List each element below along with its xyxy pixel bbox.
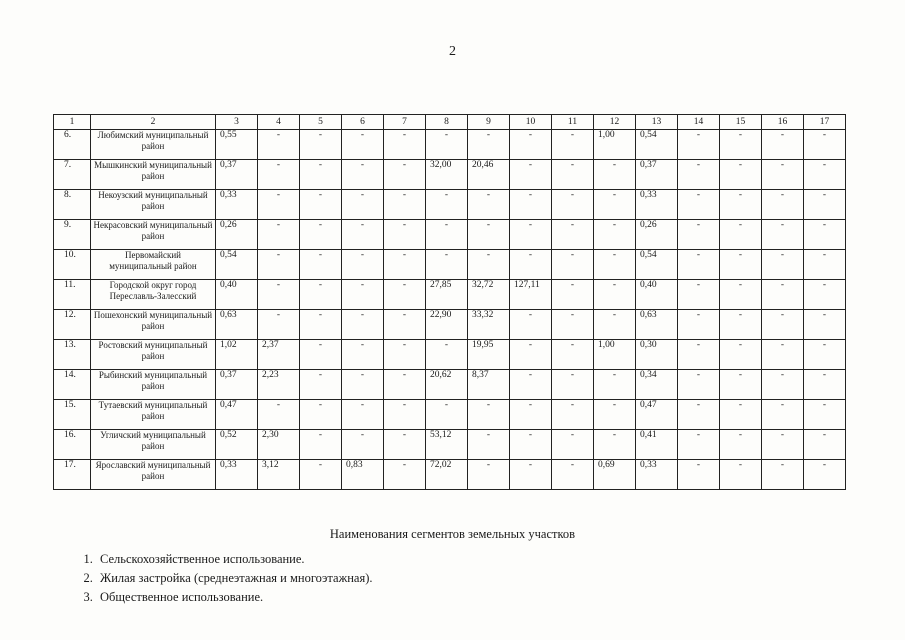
table-cell: - (552, 280, 594, 310)
table-cell: - (720, 400, 762, 430)
table-cell: - (720, 460, 762, 490)
table-cell: - (762, 310, 804, 340)
table-cell: - (258, 190, 300, 220)
table-cell: - (258, 280, 300, 310)
table-cell: - (594, 430, 636, 460)
column-header: 8 (426, 115, 468, 130)
district-name: Любимский муниципальный район (91, 130, 216, 160)
column-header: 6 (342, 115, 384, 130)
row-number: 9. (54, 220, 91, 250)
table-cell: 0,55 (216, 130, 258, 160)
table-cell: - (804, 250, 846, 280)
table-cell: 0,33 (216, 460, 258, 490)
table-cell: - (678, 190, 720, 220)
table-cell: - (804, 340, 846, 370)
table-cell: - (804, 310, 846, 340)
table-cell: 1,00 (594, 130, 636, 160)
table-cell: 0,33 (636, 460, 678, 490)
table-cell: 0,52 (216, 430, 258, 460)
table-cell: - (678, 160, 720, 190)
table-cell: 0,69 (594, 460, 636, 490)
segments-table (53, 114, 846, 490)
table-cell: - (342, 160, 384, 190)
table-cell: - (720, 430, 762, 460)
table-cell: - (762, 400, 804, 430)
header-row (54, 115, 846, 130)
table-cell: 32,72 (468, 280, 510, 310)
table-cell: - (552, 460, 594, 490)
row-number: 12. (54, 310, 91, 340)
table-cell: 0,33 (636, 190, 678, 220)
table-cell: - (720, 280, 762, 310)
table-cell: 20,62 (426, 370, 468, 400)
table-cell: - (300, 310, 342, 340)
table-cell: - (804, 430, 846, 460)
table-cell: - (384, 160, 426, 190)
table-cell: 22,90 (426, 310, 468, 340)
column-header: 7 (384, 115, 426, 130)
table-cell: - (300, 220, 342, 250)
table-cell: - (720, 220, 762, 250)
table-cell: - (342, 400, 384, 430)
table-cell: - (804, 160, 846, 190)
table-cell: 0,41 (636, 430, 678, 460)
table-cell: - (300, 430, 342, 460)
table-cell: 8,37 (468, 370, 510, 400)
table-cell: - (552, 340, 594, 370)
row-number: 13. (54, 340, 91, 370)
table-cell: - (426, 190, 468, 220)
table-cell: 33,32 (468, 310, 510, 340)
table-cell: 0,37 (636, 160, 678, 190)
table-cell: - (510, 400, 552, 430)
column-header: 3 (216, 115, 258, 130)
row-number: 14. (54, 370, 91, 400)
table-cell: - (678, 250, 720, 280)
table-cell: - (384, 280, 426, 310)
table-cell: - (678, 310, 720, 340)
row-number: 15. (54, 400, 91, 430)
table-cell: 2,30 (258, 430, 300, 460)
column-header: 4 (258, 115, 300, 130)
table-cell: - (300, 130, 342, 160)
table-cell: - (384, 190, 426, 220)
district-name: Некоузский муниципальный район (91, 190, 216, 220)
table-cell: - (384, 400, 426, 430)
table-cell: - (468, 250, 510, 280)
table-row (54, 190, 846, 220)
table-cell: - (720, 370, 762, 400)
table-cell: - (552, 370, 594, 400)
district-name: Ярославский муниципальный район (91, 460, 216, 490)
table-cell: - (510, 460, 552, 490)
district-name: Тутаевский муниципальный район (91, 400, 216, 430)
column-header: 13 (636, 115, 678, 130)
table-cell: - (468, 220, 510, 250)
table-cell: - (720, 130, 762, 160)
table-cell: 0,54 (216, 250, 258, 280)
table-cell: - (384, 460, 426, 490)
column-header: 5 (300, 115, 342, 130)
table-cell: 0,63 (636, 310, 678, 340)
table-cell: 2,37 (258, 340, 300, 370)
table-cell: - (720, 340, 762, 370)
table-cell: - (468, 130, 510, 160)
legend-item: 2. Жилая застройка (среднеэтажная и многоэтажная). (96, 569, 373, 588)
table-cell: - (384, 220, 426, 250)
row-number: 17. (54, 460, 91, 490)
district-name: Ростовский муниципальный район (91, 340, 216, 370)
table-row (54, 340, 846, 370)
table-cell: - (342, 340, 384, 370)
column-header: 15 (720, 115, 762, 130)
table-cell: 1,02 (216, 340, 258, 370)
table-cell: - (594, 250, 636, 280)
table-cell: - (342, 370, 384, 400)
table-cell: - (552, 250, 594, 280)
table-cell: - (510, 190, 552, 220)
table-cell: - (762, 340, 804, 370)
page-number: 2 (449, 44, 456, 59)
table-cell: - (552, 160, 594, 190)
table-cell: - (762, 460, 804, 490)
table-cell: - (258, 220, 300, 250)
table-cell: - (594, 370, 636, 400)
legend-list (76, 550, 373, 607)
table-cell: 3,12 (258, 460, 300, 490)
table-row (54, 130, 846, 160)
table-cell: - (720, 250, 762, 280)
table-cell: - (342, 250, 384, 280)
table-cell: - (426, 400, 468, 430)
table-cell: 0,63 (216, 310, 258, 340)
table-cell: - (762, 370, 804, 400)
table-row (54, 460, 846, 490)
table-cell: 2,23 (258, 370, 300, 400)
table-cell: - (594, 280, 636, 310)
table-cell: 19,95 (468, 340, 510, 370)
table-row (54, 220, 846, 250)
table-cell: - (552, 400, 594, 430)
table-cell: 0,40 (636, 280, 678, 310)
table-cell: - (678, 460, 720, 490)
table-cell: - (384, 130, 426, 160)
district-name: Некрасовский муниципальный район (91, 220, 216, 250)
table-cell: 1,00 (594, 340, 636, 370)
table-cell: - (804, 460, 846, 490)
table-cell: - (300, 340, 342, 370)
column-header: 9 (468, 115, 510, 130)
table-cell: - (342, 220, 384, 250)
table-cell: - (342, 190, 384, 220)
table-cell: - (258, 160, 300, 190)
table-cell: - (594, 220, 636, 250)
column-header: 17 (804, 115, 846, 130)
table-cell: - (468, 430, 510, 460)
table-cell: - (552, 190, 594, 220)
table-cell: - (762, 250, 804, 280)
table-cell: - (678, 370, 720, 400)
table-cell: - (258, 400, 300, 430)
district-name: Мышкинский муниципальный район (91, 160, 216, 190)
row-number: 10. (54, 250, 91, 280)
column-header: 1 (54, 115, 91, 130)
table-cell: 127,11 (510, 280, 552, 310)
table-cell: - (594, 160, 636, 190)
table-cell: - (720, 310, 762, 340)
table-cell: - (510, 340, 552, 370)
table-cell: - (300, 280, 342, 310)
column-header: 10 (510, 115, 552, 130)
district-name: Городской округ город Переславль-Залесский (91, 280, 216, 310)
table-cell: - (594, 310, 636, 340)
table-cell: 0,37 (216, 160, 258, 190)
table-row (54, 280, 846, 310)
table-cell: - (300, 400, 342, 430)
district-name: Пошехонский муниципальный район (91, 310, 216, 340)
table-cell: - (804, 280, 846, 310)
table-cell: - (678, 340, 720, 370)
table-cell: - (342, 310, 384, 340)
table-row (54, 400, 846, 430)
legend-title: Наименования сегментов земельных участков (329, 527, 576, 541)
table-cell: 0,26 (216, 220, 258, 250)
row-number: 11. (54, 280, 91, 310)
table-cell: - (510, 220, 552, 250)
table-cell: - (762, 430, 804, 460)
table-cell: - (804, 220, 846, 250)
table-cell: - (468, 460, 510, 490)
table-cell: - (762, 160, 804, 190)
table-cell: - (510, 430, 552, 460)
table-cell: 0,37 (216, 370, 258, 400)
table-row (54, 160, 846, 190)
legend-item: 3. Общественное использование. (96, 588, 373, 607)
table-cell: - (510, 160, 552, 190)
table-cell: 53,12 (426, 430, 468, 460)
column-header: 14 (678, 115, 720, 130)
table-cell: - (720, 190, 762, 220)
table-cell: 0,47 (636, 400, 678, 430)
table-cell: - (384, 310, 426, 340)
table-cell: - (762, 130, 804, 160)
table-cell: 0,30 (636, 340, 678, 370)
table-cell: - (594, 190, 636, 220)
table-cell: - (426, 340, 468, 370)
table-cell: 0,26 (636, 220, 678, 250)
table-cell: - (300, 460, 342, 490)
table-cell: - (762, 280, 804, 310)
table-cell: 0,54 (636, 250, 678, 280)
table-cell: - (426, 220, 468, 250)
table-cell: 0,47 (216, 400, 258, 430)
column-header: 12 (594, 115, 636, 130)
table-cell: - (384, 370, 426, 400)
table-cell: - (510, 370, 552, 400)
table-cell: 0,34 (636, 370, 678, 400)
column-header: 16 (762, 115, 804, 130)
table-cell: - (510, 130, 552, 160)
district-name: Угличский муниципальный район (91, 430, 216, 460)
table-cell: - (468, 400, 510, 430)
table-cell: - (300, 160, 342, 190)
table-cell: - (300, 370, 342, 400)
table-cell: - (426, 250, 468, 280)
table-cell: - (258, 130, 300, 160)
table-cell: - (678, 280, 720, 310)
row-number: 8. (54, 190, 91, 220)
column-header: 2 (91, 115, 216, 130)
table-cell: - (678, 400, 720, 430)
table-cell: - (552, 130, 594, 160)
legend-item: 1. Сельскохозяйственное использование. (96, 550, 373, 569)
table-cell: - (804, 190, 846, 220)
table-cell: - (510, 310, 552, 340)
table-cell: 27,85 (426, 280, 468, 310)
row-number: 16. (54, 430, 91, 460)
table-cell: 0,40 (216, 280, 258, 310)
table-cell: - (804, 370, 846, 400)
table-cell: - (342, 280, 384, 310)
table-cell: - (552, 220, 594, 250)
table-cell: - (762, 220, 804, 250)
table-cell: - (720, 160, 762, 190)
table-cell: - (342, 430, 384, 460)
table-cell: - (510, 250, 552, 280)
table-row (54, 430, 846, 460)
table-cell: 0,33 (216, 190, 258, 220)
table-cell: - (678, 130, 720, 160)
table-cell: - (342, 130, 384, 160)
table-row (54, 250, 846, 280)
table-cell: - (426, 130, 468, 160)
table-cell: - (552, 430, 594, 460)
table-cell: - (552, 310, 594, 340)
table-cell: - (678, 220, 720, 250)
row-number: 6. (54, 130, 91, 160)
table-cell: 20,46 (468, 160, 510, 190)
table-row (54, 310, 846, 340)
table-cell: - (384, 430, 426, 460)
table-cell: 32,00 (426, 160, 468, 190)
district-name: Рыбинский муниципальный район (91, 370, 216, 400)
table-cell: 72,02 (426, 460, 468, 490)
table-cell: - (804, 130, 846, 160)
table-cell: - (258, 310, 300, 340)
table-cell: - (678, 430, 720, 460)
row-number: 7. (54, 160, 91, 190)
table-cell: - (384, 340, 426, 370)
table-cell: - (300, 190, 342, 220)
table-cell: - (384, 250, 426, 280)
column-header: 11 (552, 115, 594, 130)
table-cell: 0,54 (636, 130, 678, 160)
table-cell: - (762, 190, 804, 220)
table-cell: - (594, 400, 636, 430)
table-cell: - (468, 190, 510, 220)
table-cell: - (258, 250, 300, 280)
table-cell: - (300, 250, 342, 280)
table-cell: - (804, 400, 846, 430)
table-cell: 0,83 (342, 460, 384, 490)
table-row (54, 370, 846, 400)
district-name: Первомайский муниципальный район (91, 250, 216, 280)
